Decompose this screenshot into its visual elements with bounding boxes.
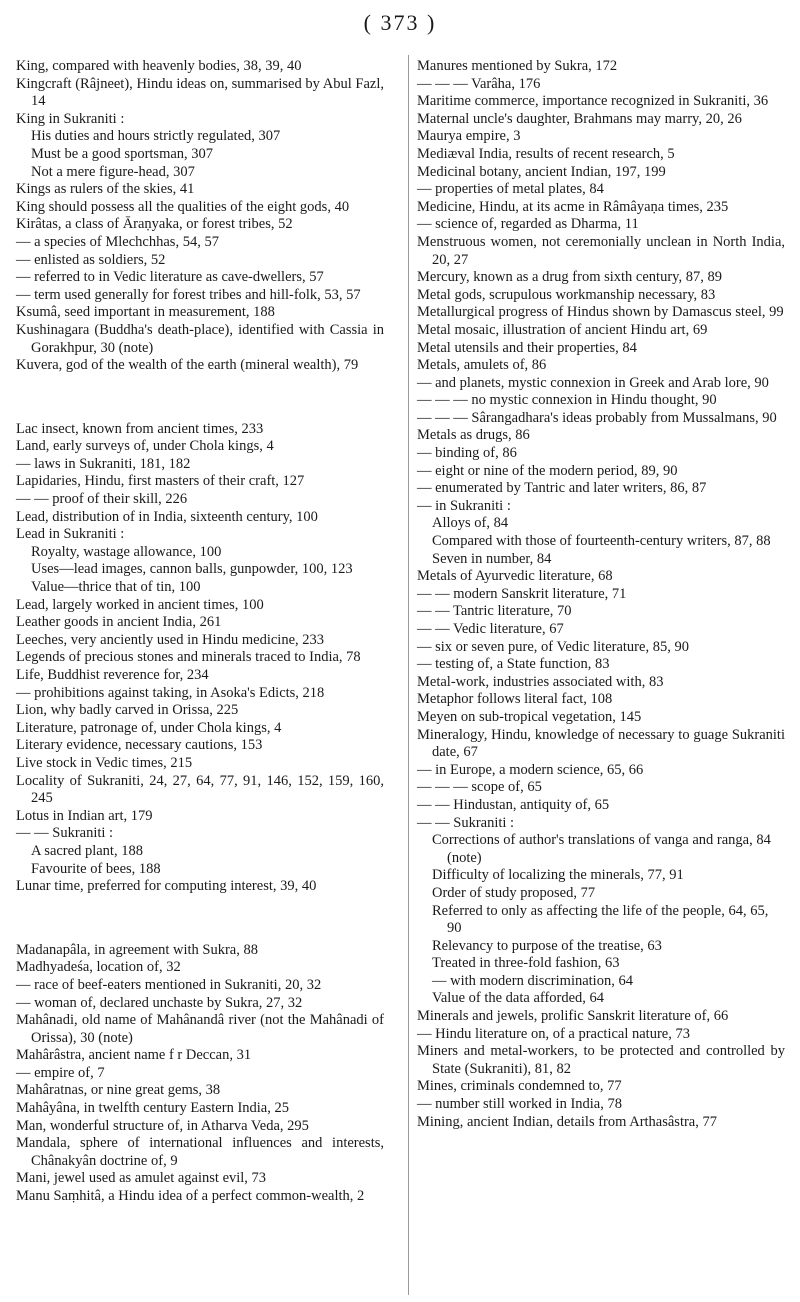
index-entry: Life, Buddhist reverence for, 234 bbox=[16, 667, 209, 683]
index-entry: — Hindu literature on, of a practical nature, 73 bbox=[417, 1025, 690, 1042]
index-entry: — and planets, mystic connexion in Greek and Arab lore, 90 bbox=[417, 374, 769, 391]
index-entry: Metals, amulets of, 86 bbox=[417, 357, 547, 374]
index-entry: — referred to in Vedic literature as cave-dwellers, 57 bbox=[16, 269, 324, 286]
index-entry: Literature, patronage of, under Chola kings, 4 bbox=[16, 719, 282, 736]
index-entry: — properties of metal plates, 84 bbox=[417, 181, 604, 198]
index-entry: King in Sukraniti : bbox=[16, 110, 125, 127]
index-entry: — — Tantric literature, 70 bbox=[417, 603, 572, 620]
index-entry: Mani, jewel used as amulet against evil, 73 bbox=[16, 1170, 267, 1187]
index-entry: — race of beef-eaters mentioned in Sukraniti, 20, 32 bbox=[16, 976, 322, 993]
index-entry: Maritime commerce, importance recognized in Sukraniti, 36 bbox=[417, 93, 769, 110]
section-gap bbox=[16, 910, 384, 927]
index-entry: Lead, distribution of in India, sixteenth century, 100 bbox=[16, 508, 318, 525]
index-entry: — a species of Mlechchhas, 54, 57 bbox=[16, 233, 219, 250]
index-entry: Mineralogy, Hindu, knowledge of necessary to guage Sukraniti date, 67 bbox=[417, 726, 785, 761]
left-column bbox=[16, 58, 384, 1206]
index-entry: — number still worked in India, 78 bbox=[417, 1096, 622, 1113]
index-subentry: Favourite of bees, 188 bbox=[31, 860, 161, 877]
index-subentry: Seven in number, 84 bbox=[432, 550, 552, 567]
index-entry: — eight or nine of the modern period, 89, 90 bbox=[417, 462, 678, 479]
index-entry: Locality of Sukraniti, 24, 27, 64, 77, 91, 146, 152, 159, 160, 245 bbox=[16, 772, 384, 807]
index-entry: Mercury, known as a drug from sixth century, 87, 89 bbox=[417, 269, 722, 286]
index-entry: Kushinagara (Buddha's death-place), identified with Cassia in Gorakhpur, 30 (note) bbox=[16, 321, 384, 356]
index-entry: Mahâratnas, or nine great gems, 38 bbox=[16, 1082, 221, 1099]
index-entry: Mahârâstra, ancient name f r Deccan, 31 bbox=[16, 1047, 252, 1064]
index-entry: Mandala, sphere of international influences and interests, Chânakyân doctrine of, 9 bbox=[16, 1135, 384, 1169]
index-entry: Meyen on sub-tropical vegetation, 145 bbox=[417, 708, 642, 725]
index-subentry: Alloys of, 84 bbox=[432, 515, 509, 532]
index-entry: — science of, regarded as Dharma, 11 bbox=[417, 216, 639, 233]
index-subentry: Not a mere figure-head, 307 bbox=[31, 163, 195, 180]
index-subentry: His duties and hours strictly regulated, 307 bbox=[31, 128, 281, 145]
index-subentry: Must be a good sportsman, 307 bbox=[31, 145, 214, 162]
index-entry: Madanapâla, in agreement with Sukra, 88 bbox=[16, 941, 258, 958]
index-entry: — six or seven pure, of Vedic literature, 85, 90 bbox=[417, 638, 689, 655]
index-entry: — in Europe, a modern science, 65, 66 bbox=[417, 761, 644, 778]
column-divider bbox=[408, 55, 409, 1295]
index-entry: — — — scope of, 65 bbox=[417, 779, 542, 796]
index-entry: Kingcraft (Râjneet), Hindu ideas on, summarised by Abul Fazl, 14 bbox=[16, 75, 384, 110]
index-entry: Maternal uncle's daughter, Brahmans may marry, 20, 26 bbox=[417, 110, 742, 127]
index-entry: Lion, why badly carved in Orissa, 225 bbox=[16, 702, 239, 719]
page-number: ( 373 ) bbox=[363, 10, 437, 35]
index-entry: — — — no mystic connexion in Hindu thought, 90 bbox=[417, 392, 717, 409]
index-entry: — enlisted as soldiers, 52 bbox=[16, 251, 166, 268]
index-subentry: Value—thrice that of tin, 100 bbox=[31, 579, 201, 596]
index-entry: Kings as rulers of the skies, 41 bbox=[16, 181, 195, 198]
index-entry: Mediæval India, results of recent research, 5 bbox=[417, 145, 675, 162]
index-entry: Metaphor follows literal fact, 108 bbox=[417, 691, 613, 708]
index-entry: Legends of precious stones and minerals traced to India, 78 bbox=[16, 649, 361, 666]
index-entry: Leeches, very anciently used in Hindu medicine, 233 bbox=[16, 631, 325, 648]
index-entry: Lead in Sukraniti : bbox=[16, 526, 125, 543]
index-entry: Metal-work, industries associated with, 83 bbox=[417, 673, 664, 690]
index-subentry: Treated in three-fold fashion, 63 bbox=[432, 955, 620, 972]
index-entry: Metal utensils and their properties, 84 bbox=[417, 339, 637, 356]
section-gap bbox=[16, 389, 384, 406]
index-entry: Manu Saṃhitâ, a Hindu idea of a perfect common-wealth, 2 bbox=[16, 1188, 365, 1205]
index-subentry: Corrections of author's translations of vanga and ranga, 84 (note) bbox=[432, 832, 771, 866]
index-entry: Mines, criminals condemned to, 77 bbox=[417, 1078, 622, 1095]
index-entry: Man, wonderful structure of, in Atharva Veda, 295 bbox=[16, 1117, 309, 1134]
index-entry: Leather goods in ancient India, 261 bbox=[16, 614, 222, 631]
index-entry: Maurya empire, 3 bbox=[417, 128, 521, 145]
index-entry: Miners and metal-workers, to be protected and controlled by State (Sukraniti), 81, 82 bbox=[417, 1043, 785, 1077]
index-subentry: Relevancy to purpose of the treatise, 63 bbox=[432, 937, 662, 954]
index-entry: — — Sukraniti : bbox=[417, 814, 515, 831]
index-entry: — in Sukraniti : bbox=[417, 497, 511, 514]
index-entry: Literary evidence, necessary cautions, 153 bbox=[16, 737, 263, 754]
index-entry: Madhyadeśa, location of, 32 bbox=[16, 959, 181, 976]
index-entry: Metals of Ayurvedic literature, 68 bbox=[417, 568, 613, 585]
index-entry: Mining, ancient Indian, details from Arthasâstra, 77 bbox=[417, 1113, 717, 1130]
index-entry: Live stock in Vedic times, 215 bbox=[16, 754, 193, 771]
index-entry: Metals as drugs, 86 bbox=[417, 427, 530, 444]
index-entry: Minerals and jewels, prolific Sanskrit literature of, 66 bbox=[417, 1008, 729, 1025]
index-entry: — enumerated by Tantric and later writers, 86, 87 bbox=[417, 480, 707, 497]
index-entry: Kuvera, god of the wealth of the earth (mineral wealth), 79 bbox=[16, 357, 359, 374]
index-subentry: Compared with those of fourteenth-century writers, 87, 88 bbox=[432, 533, 771, 550]
index-subentry: Difficulty of localizing the minerals, 77, 91 bbox=[432, 867, 684, 884]
index-entry: King, compared with heavenly bodies, 38, 39, 40 bbox=[16, 58, 302, 74]
index-entry: — empire of, 7 bbox=[16, 1064, 105, 1081]
index-subentry: Uses—lead images, cannon balls, gunpowder, 100, 123 bbox=[31, 561, 353, 578]
index-entry: Metal mosaic, illustration of ancient Hindu art, 69 bbox=[417, 321, 708, 338]
index-entry: Mahâyâna, in twelfth century Eastern India, 25 bbox=[16, 1100, 289, 1117]
index-entry: — laws in Sukraniti, 181, 182 bbox=[16, 455, 191, 472]
index-entry: — — proof of their skill, 226 bbox=[16, 491, 188, 508]
index-entry: Mahânadi, old name of Mahânandâ river (not the Mahânadi of Orissa), 30 (note) bbox=[16, 1012, 384, 1046]
index-entry: — — modern Sanskrit literature, 71 bbox=[417, 585, 627, 602]
index-subentry: A sacred plant, 188 bbox=[31, 842, 143, 859]
index-entry: Metal gods, scrupulous workmanship necessary, 83 bbox=[417, 286, 716, 303]
index-entry: Lapidaries, Hindu, first masters of their craft, 127 bbox=[16, 473, 305, 490]
index-entry: Manures mentioned by Sukra, 172 bbox=[417, 58, 618, 74]
index-entry: — testing of, a State function, 83 bbox=[417, 656, 610, 673]
index-entry: Lunar time, preferred for computing interest, 39, 40 bbox=[16, 878, 317, 895]
index-subentry: Value of the data afforded, 64 bbox=[432, 990, 605, 1007]
index-entry: Medicine, Hindu, at its acme in Râmâyaṇa times, 235 bbox=[417, 198, 729, 215]
index-entry: — prohibitions against taking, in Asoka's Edicts, 218 bbox=[16, 684, 325, 701]
index-entry: — binding of, 86 bbox=[417, 445, 517, 462]
right-column bbox=[417, 58, 785, 1131]
index-entry: Land, early surveys of, under Chola kings, 4 bbox=[16, 438, 274, 455]
index-subentry: Referred to only as affecting the life of the people, 64, 65, 90 bbox=[432, 902, 769, 937]
index-entry: — — Sukraniti : bbox=[16, 825, 114, 842]
index-entry: Menstruous women, not ceremonially unclean in North India, 20, 27 bbox=[417, 233, 785, 268]
index-entry: Medicinal botany, ancient Indian, 197, 199 bbox=[417, 163, 666, 180]
index-subentry: — with modern discrimination, 64 bbox=[432, 972, 633, 989]
index-entry: Lac insect, known from ancient times, 233 bbox=[16, 420, 264, 437]
index-entry: King should possess all the qualities of the eight gods, 40 bbox=[16, 198, 350, 215]
index-entry: — — — Sârangadhara's ideas probably from Mussalmans, 90 bbox=[417, 409, 777, 426]
index-entry: Ksumâ, seed important in measurement, 188 bbox=[16, 304, 275, 321]
index-entry: — — — Varâha, 176 bbox=[417, 75, 541, 92]
index-entry: — — Hindustan, antiquity of, 65 bbox=[417, 796, 610, 813]
index-entry: Metallurgical progress of Hindus shown by Damascus steel, 99 bbox=[417, 304, 784, 321]
index-subentry: Royalty, wastage allowance, 100 bbox=[31, 543, 222, 560]
index-entry: — — Vedic literature, 67 bbox=[417, 621, 564, 637]
index-entry: — term used generally for forest tribes and hill-folk, 53, 57 bbox=[16, 286, 361, 303]
index-entry: Lead, largely worked in ancient times, 100 bbox=[16, 596, 264, 613]
index-subentry: Order of study proposed, 77 bbox=[432, 884, 596, 901]
index-entry: Lotus in Indian art, 179 bbox=[16, 807, 153, 824]
index-entry: — woman of, declared unchaste by Sukra, 27, 32 bbox=[16, 994, 303, 1011]
index-entry: Kirâtas, a class of Āraṇyaka, or forest tribes, 52 bbox=[16, 216, 293, 233]
